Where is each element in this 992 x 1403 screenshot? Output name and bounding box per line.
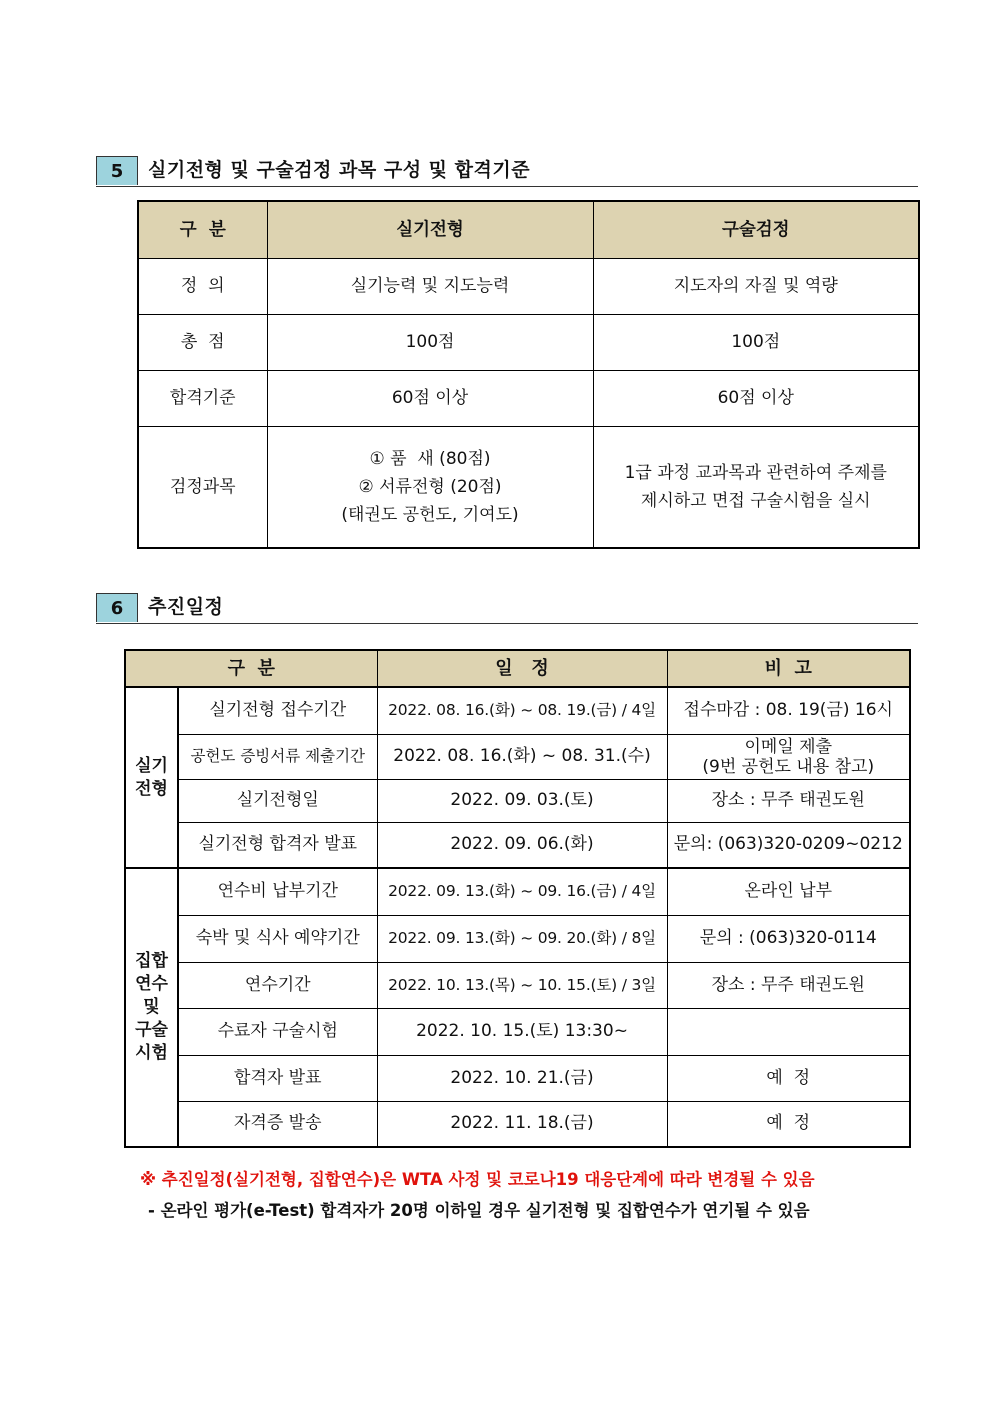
section-number: 6 [96,593,138,622]
section-title: 추진일정 [148,596,224,618]
table-row [138,258,919,314]
table-row [125,779,910,822]
row-label: 합격기준 [138,370,267,426]
column-header-category: 구 분 [138,201,267,258]
schedule-change-warning: ※ 추진일정(실기전형, 집합연수)은 WTA 사정 및 코로나19 대응단계에 따라 변경될 수 있음 [140,1170,815,1189]
group-label-practical: 실기 전형 [125,687,178,868]
schedule-date: 2022. 09. 13.(화) ~ 09. 20.(화) / 8일 [377,915,667,962]
schedule-item: 실기전형 합격자 발표 [178,822,377,868]
schedule-item: 자격증 발송 [178,1101,377,1147]
schedule-note [667,1008,910,1055]
schedule-note: 이메일 제출 (9번 공헌도 내용 참고) [667,734,910,779]
column-header-schedule: 일 정 [377,650,667,687]
table-row [125,915,910,962]
oral-cell: 60점 이상 [593,370,919,426]
table-row [125,822,910,868]
practical-cell: 실기능력 및 지도능력 [267,258,593,314]
schedule-date: 2022. 09. 13.(화) ~ 09. 16.(금) / 4일 [377,868,667,915]
table-row [138,426,919,548]
oral-cell: 지도자의 자질 및 역량 [593,258,919,314]
section-6-header [96,593,918,624]
schedule-note: 예 정 [667,1055,910,1101]
section-title: 실기전형 및 구술검정 과목 구성 및 합격기준 [148,159,531,181]
schedule-item: 숙박 및 식사 예약기간 [178,915,377,962]
section-5-header [96,156,918,187]
schedule-table [124,649,911,1148]
practical-cell: 60점 이상 [267,370,593,426]
column-header-remarks: 비 고 [667,650,910,687]
subject-line: 제시하고 면접 구술시험을 실시 [640,490,871,511]
schedule-note: 접수마감 : 08. 19(금) 16시 [667,687,910,734]
column-header-category: 구 분 [125,650,377,687]
table-row [138,314,919,370]
schedule-item: 연수비 납부기간 [178,868,377,915]
subject-line: (태권도 공헌도, 기여도) [341,504,519,525]
evaluation-criteria-table [137,200,920,549]
table-row [138,370,919,426]
subject-line: 1급 과정 교과목과 관련하여 주제를 [624,462,887,483]
row-label: 정 의 [138,258,267,314]
group-label-training: 집합 연수 및 구술 시험 [125,868,178,1147]
schedule-date: 2022. 11. 18.(금) [377,1101,667,1147]
section-number: 5 [96,156,138,185]
table-header-row [125,650,910,687]
table-header-row [138,201,919,258]
schedule-item: 수료자 구술시험 [178,1008,377,1055]
row-label: 총 점 [138,314,267,370]
table-row [125,687,910,734]
column-header-oral: 구술검정 [593,201,919,258]
schedule-date: 2022. 08. 16.(화) ~ 08. 19.(금) / 4일 [377,687,667,734]
schedule-note: 예 정 [667,1101,910,1147]
postponement-note: - 온라인 평가(e-Test) 합격자가 20명 이하일 경우 실기전형 및 집합연수가 연기될 수 있음 [148,1201,810,1220]
schedule-date: 2022. 10. 15.(토) 13:30~ [377,1008,667,1055]
oral-subjects-cell [593,426,919,548]
schedule-item: 공헌도 증빙서류 제출기간 [178,734,377,779]
schedule-date: 2022. 09. 06.(화) [377,822,667,868]
schedule-note: 문의: (063)320-0209~0212 [667,822,910,868]
schedule-item: 합격자 발표 [178,1055,377,1101]
practical-subjects-cell [267,426,593,548]
schedule-note: 온라인 납부 [667,868,910,915]
table-row [125,868,910,915]
practical-cell: 100점 [267,314,593,370]
schedule-item: 실기전형 접수기간 [178,687,377,734]
table-row [125,1008,910,1055]
subject-line: ① 품 새 (80점) [369,448,491,469]
subject-line: ② 서류전형 (20점) [358,476,502,497]
schedule-date: 2022. 08. 16.(화) ~ 08. 31.(수) [377,734,667,779]
schedule-note: 장소 : 무주 태권도원 [667,779,910,822]
table-row [125,1055,910,1101]
schedule-note: 문의 : (063)320-0114 [667,915,910,962]
column-header-practical: 실기전형 [267,201,593,258]
schedule-date: 2022. 10. 21.(금) [377,1055,667,1101]
table-row [125,962,910,1008]
table-row [125,1101,910,1147]
schedule-note: 장소 : 무주 태권도원 [667,962,910,1008]
schedule-date: 2022. 09. 03.(토) [377,779,667,822]
schedule-item: 실기전형일 [178,779,377,822]
schedule-date: 2022. 10. 13.(목) ~ 10. 15.(토) / 3일 [377,962,667,1008]
table-row [125,734,910,779]
oral-cell: 100점 [593,314,919,370]
row-label: 검정과목 [138,426,267,548]
schedule-item: 연수기간 [178,962,377,1008]
